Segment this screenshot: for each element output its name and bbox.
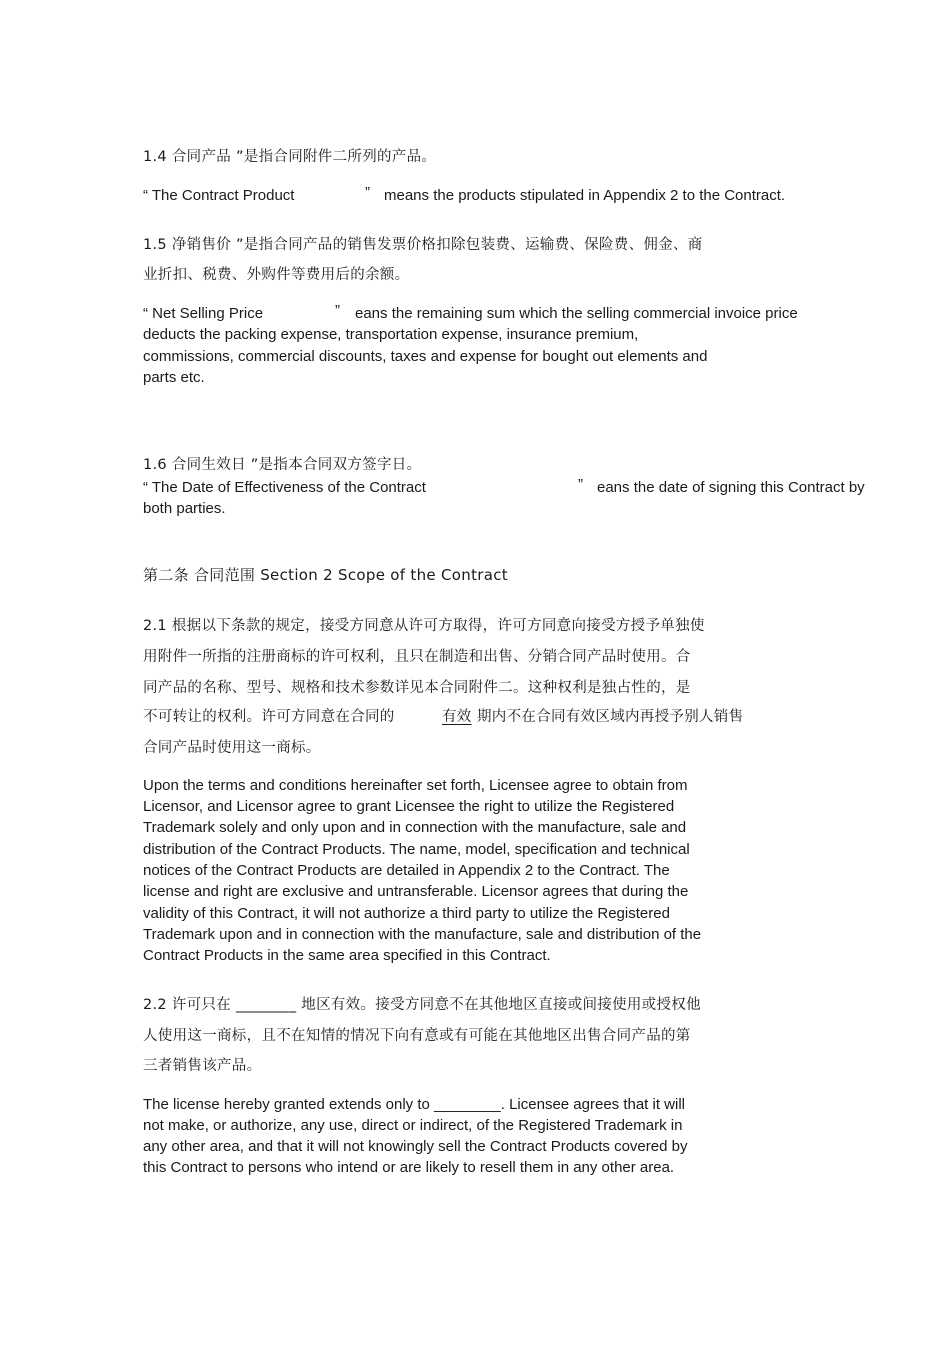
clause-2-2-zh-line1: 2.2 许可只在 ________ 地区有效。接受方同意不在其他地区直接或间接使用或授权他	[143, 997, 701, 1013]
clause-1-4-zh: 1.4 合同产品 ”是指合同附件二所列的产品。	[143, 149, 437, 165]
clause-1-6-en-quote-close: ”	[578, 476, 583, 493]
clause-1-5-en-quote-close: ”	[335, 302, 340, 319]
clause-2-2-en-line: The license hereby granted extends only to ________. Licensee agrees that it will	[143, 1096, 686, 1113]
clause-1-6-en-term: “ The Date of Effectiveness of the Contract	[143, 479, 426, 496]
clause-2-1-en-line: license and right are exclusive and untransferable. Licensor agrees that during the	[143, 883, 689, 900]
clause-1-5-en-line3: commissions, commercial discounts, taxes and expense for bought out elements and	[143, 348, 708, 365]
clause-2-1-en-line: validity of this Contract, it will not authorize a third party to utilize the Registered	[143, 905, 670, 922]
clause-2-1-en-line: Licensor, and Licensor agree to grant Licensee the right to utilize the Registered	[143, 798, 675, 815]
clause-1-5-en-line2: deducts the packing expense, transportation expense, insurance premium,	[143, 326, 639, 343]
clause-1-6-en-line1: eans the date of signing this Contract by	[597, 479, 865, 496]
clause-2-2-zh-line2: 人使用这一商标，且不在知情的情况下向有意或有可能在其他地区出售合同产品的第	[143, 1028, 691, 1044]
clause-1-6-en-line2: both parties.	[143, 500, 226, 517]
clause-1-5-zh-line1: 1.5 净销售价 ”是指合同产品的销售发票价格扣除包装费、运输费、保险费、佣金、商	[143, 237, 703, 253]
clause-2-1-en-line: Trademark solely and only upon and in connection with the manufacture, sale and	[143, 819, 687, 836]
clause-1-6-zh: 1.6 合同生效日 ”是指本合同双方签字日。	[143, 457, 422, 473]
clause-2-2-zh-line3: 三者销售该产品。	[143, 1058, 262, 1074]
clause-2-1-en-line: notices of the Contract Products are detailed in Appendix 2 to the Contract. The	[143, 862, 670, 879]
section-2-heading: 第二条 合同范围 Section 2 Scope of the Contract	[143, 566, 508, 584]
clause-1-5-en-line1: eans the remaining sum which the selling commercial invoice price	[355, 305, 798, 322]
clause-2-1-zh-line4-part3: 期内不在合同有效区域内再授予别人销售	[477, 709, 744, 725]
clause-1-5-en-line4: parts etc.	[143, 369, 205, 386]
clause-2-1-zh-underlined-term: 有效	[442, 709, 472, 725]
clause-2-1-zh-line5: 合同产品时使用这一商标。	[143, 740, 321, 756]
clause-2-1-zh-line2: 用附件一所指的注册商标的许可权利，且只在制造和出售、分销合同产品时使用。合	[143, 649, 691, 665]
clause-2-1-en-line: distribution of the Contract Products. The name, model, specification and technical	[143, 841, 690, 858]
clause-1-4-en-term: “ The Contract Product	[143, 187, 295, 204]
clause-2-1-zh-line4-part1: 不可转让的权利。许可方同意在合同的	[143, 709, 395, 725]
clause-1-5-zh-line2: 业折扣、税费、外购件等费用后的余额。	[143, 267, 410, 283]
clause-2-2-en-line: any other area, and that it will not knowingly sell the Contract Products covered by	[143, 1138, 688, 1155]
clause-2-1-zh-line1: 2.1 根据以下条款的规定，接受方同意从许可方取得，许可方同意向接受方授予单独使	[143, 618, 705, 634]
clause-2-1-en-line: Upon the terms and conditions hereinafter set forth, Licensee agree to obtain from	[143, 777, 688, 794]
clause-2-2-en-line: not make, or authorize, any use, direct or indirect, of the Registered Trademark in	[143, 1117, 683, 1134]
clause-1-5-en-term: “ Net Selling Price	[143, 305, 264, 322]
clause-2-1-en-line: Contract Products in the same area specified in this Contract.	[143, 947, 551, 964]
clause-1-4-en-quote-close: ”	[365, 184, 370, 201]
clause-2-1-zh-line4	[143, 705, 395, 726]
clause-2-1-zh-line3: 同产品的名称、型号、规格和技术参数详见本合同附件二。这种权利是独占性的，是	[143, 680, 691, 696]
clause-2-1-en-line: Trademark upon and in connection with the manufacture, sale and distribution of the	[143, 926, 702, 943]
clause-1-4-en-definition: means the products stipulated in Appendix 2 to the Contract.	[384, 187, 786, 204]
clause-2-2-en-line: this Contract to persons who intend or are likely to resell them in any other area.	[143, 1159, 675, 1176]
